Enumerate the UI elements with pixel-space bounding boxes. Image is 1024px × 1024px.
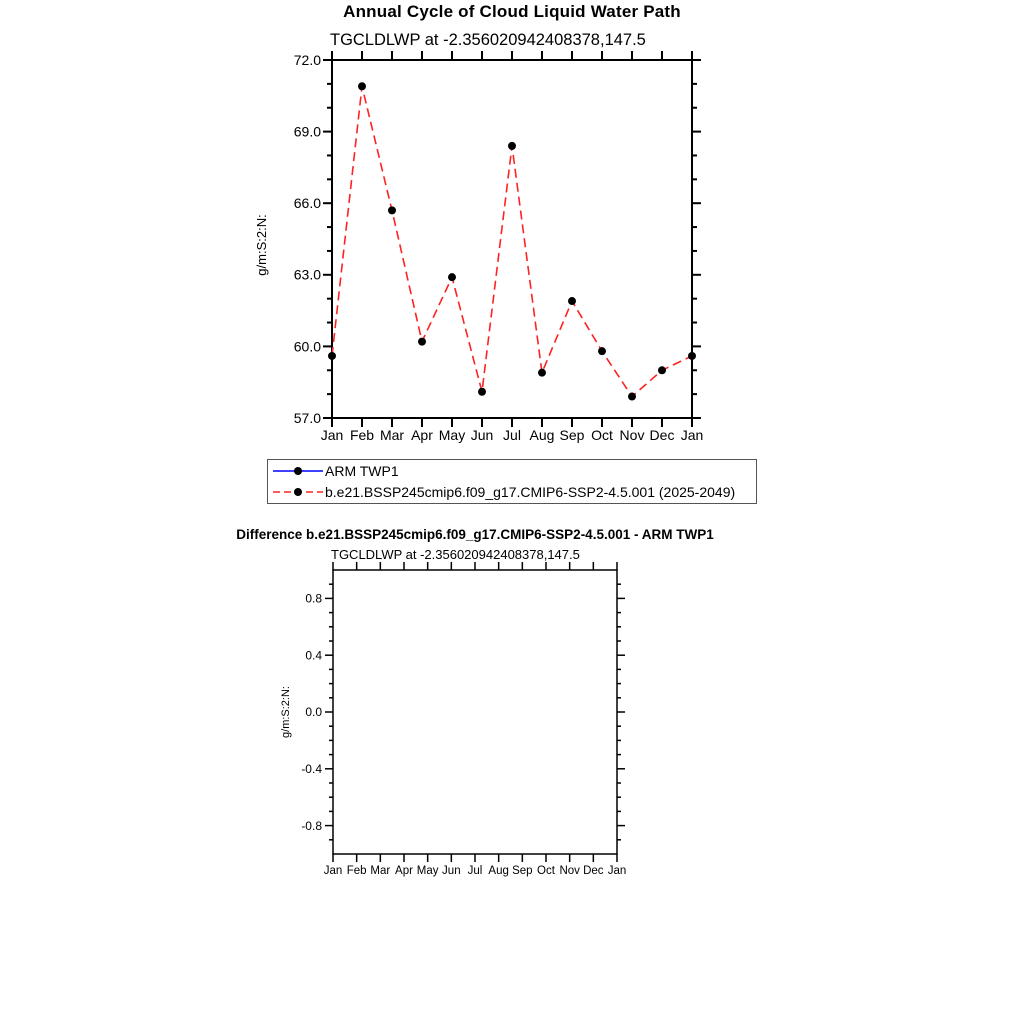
difference-x-tick-label: May bbox=[416, 865, 439, 877]
annual-cycle-data-point bbox=[328, 352, 336, 360]
annual-cycle-y-tick-label: 63.0 bbox=[293, 266, 321, 283]
difference-x-tick-label: Oct bbox=[537, 865, 555, 877]
annual-cycle-x-tick-label: Apr bbox=[411, 427, 433, 443]
annual-cycle-y-tick-label: 57.0 bbox=[293, 409, 321, 426]
annual-cycle-y-tick-label: 69.0 bbox=[293, 123, 321, 140]
legend-line-sample-solid bbox=[272, 466, 324, 476]
annual-cycle-plot-frame bbox=[332, 60, 692, 418]
annual-cycle-data-point bbox=[508, 142, 516, 150]
legend bbox=[267, 459, 757, 504]
annual-cycle-x-tick-label: Sep bbox=[559, 427, 585, 443]
annual-cycle-data-point bbox=[568, 297, 576, 305]
difference-x-tick-label: Aug bbox=[488, 865, 509, 877]
annual-cycle-data-point bbox=[478, 388, 486, 396]
legend-line-sample-dashed bbox=[272, 487, 324, 497]
annual-cycle-series-line bbox=[332, 86, 692, 396]
chart1-left-string: TGCLDLWP at -2.356020942408378,147.5 bbox=[330, 31, 646, 49]
legend-item-arm-twp1 bbox=[272, 462, 756, 481]
annual-cycle-x-tick-label: Jan bbox=[320, 427, 344, 443]
difference-x-tick-label: Jul bbox=[467, 865, 483, 877]
difference-x-tick-label: Dec bbox=[583, 865, 604, 877]
annual-cycle-x-tick-label: Jul bbox=[503, 427, 521, 443]
annual-cycle-data-point bbox=[448, 273, 456, 281]
annual-cycle-x-tick-label: Mar bbox=[379, 427, 405, 443]
chart2-left-string: TGCLDLWP at -2.356020942408378,147.5 bbox=[331, 547, 580, 562]
difference-y-tick-label: 0.8 bbox=[305, 591, 322, 606]
annual-cycle-data-point bbox=[598, 347, 606, 355]
difference-y-tick-label: 0.4 bbox=[305, 648, 322, 663]
difference-y-axis-title: g/m:S:2:N: bbox=[280, 686, 292, 738]
chart2-main-title: Difference b.e21.BSSP245cmip6.f09_g17.CMIP6-SSP2-4.5.001 - ARM TWP1 bbox=[236, 527, 714, 542]
annual-cycle-data-point bbox=[688, 352, 696, 360]
annual-cycle-y-axis-title: g/m:S:2:N: bbox=[254, 214, 269, 276]
difference-x-tick-label: Jan bbox=[607, 865, 627, 877]
annual-cycle-x-tick-label: Nov bbox=[619, 427, 645, 443]
annual-cycle-y-tick-label: 72.0 bbox=[293, 51, 321, 68]
annual-cycle-x-tick-label: Aug bbox=[529, 427, 555, 443]
legend-label: b.e21.BSSP245cmip6.f09_g17.CMIP6-SSP2-4.5.001 (2025-2049) bbox=[325, 484, 736, 500]
legend-item-model bbox=[272, 483, 756, 502]
annual-cycle-x-tick-label: Feb bbox=[349, 427, 375, 443]
difference-x-tick-label: Nov bbox=[559, 865, 580, 877]
difference-x-tick-label: Sep bbox=[512, 865, 533, 877]
annual-cycle-data-point bbox=[628, 393, 636, 401]
annual-cycle-data-point bbox=[388, 206, 396, 214]
chart1-main-title: Annual Cycle of Cloud Liquid Water Path bbox=[343, 2, 681, 21]
legend-label: ARM TWP1 bbox=[325, 463, 399, 479]
annual-cycle-x-tick-label: Dec bbox=[649, 427, 675, 443]
annual-cycle-y-tick-label: 60.0 bbox=[293, 338, 321, 355]
difference-x-tick-label: Jun bbox=[442, 865, 461, 877]
annual-cycle-data-point bbox=[538, 369, 546, 377]
difference-y-tick-label: -0.4 bbox=[301, 762, 322, 776]
difference-plot-frame bbox=[333, 570, 617, 854]
annual-cycle-x-tick-label: Jan bbox=[680, 427, 704, 443]
difference-x-tick-label: Apr bbox=[395, 865, 413, 877]
annual-cycle-data-point bbox=[358, 82, 366, 90]
difference-x-tick-label: Mar bbox=[370, 865, 391, 877]
difference-y-tick-label: 0.0 bbox=[305, 705, 322, 720]
difference-x-tick-label: Feb bbox=[346, 865, 367, 877]
difference-y-tick-label: -0.8 bbox=[301, 818, 322, 833]
annual-cycle-y-tick-label: 66.0 bbox=[293, 195, 321, 212]
difference-x-tick-label: Jan bbox=[323, 865, 343, 877]
annual-cycle-x-tick-label: Jun bbox=[470, 427, 494, 443]
annual-cycle-data-point bbox=[658, 366, 666, 374]
annual-cycle-x-tick-label: May bbox=[438, 427, 466, 443]
annual-cycle-data-point bbox=[418, 338, 426, 346]
annual-cycle-x-tick-label: Oct bbox=[591, 427, 613, 443]
